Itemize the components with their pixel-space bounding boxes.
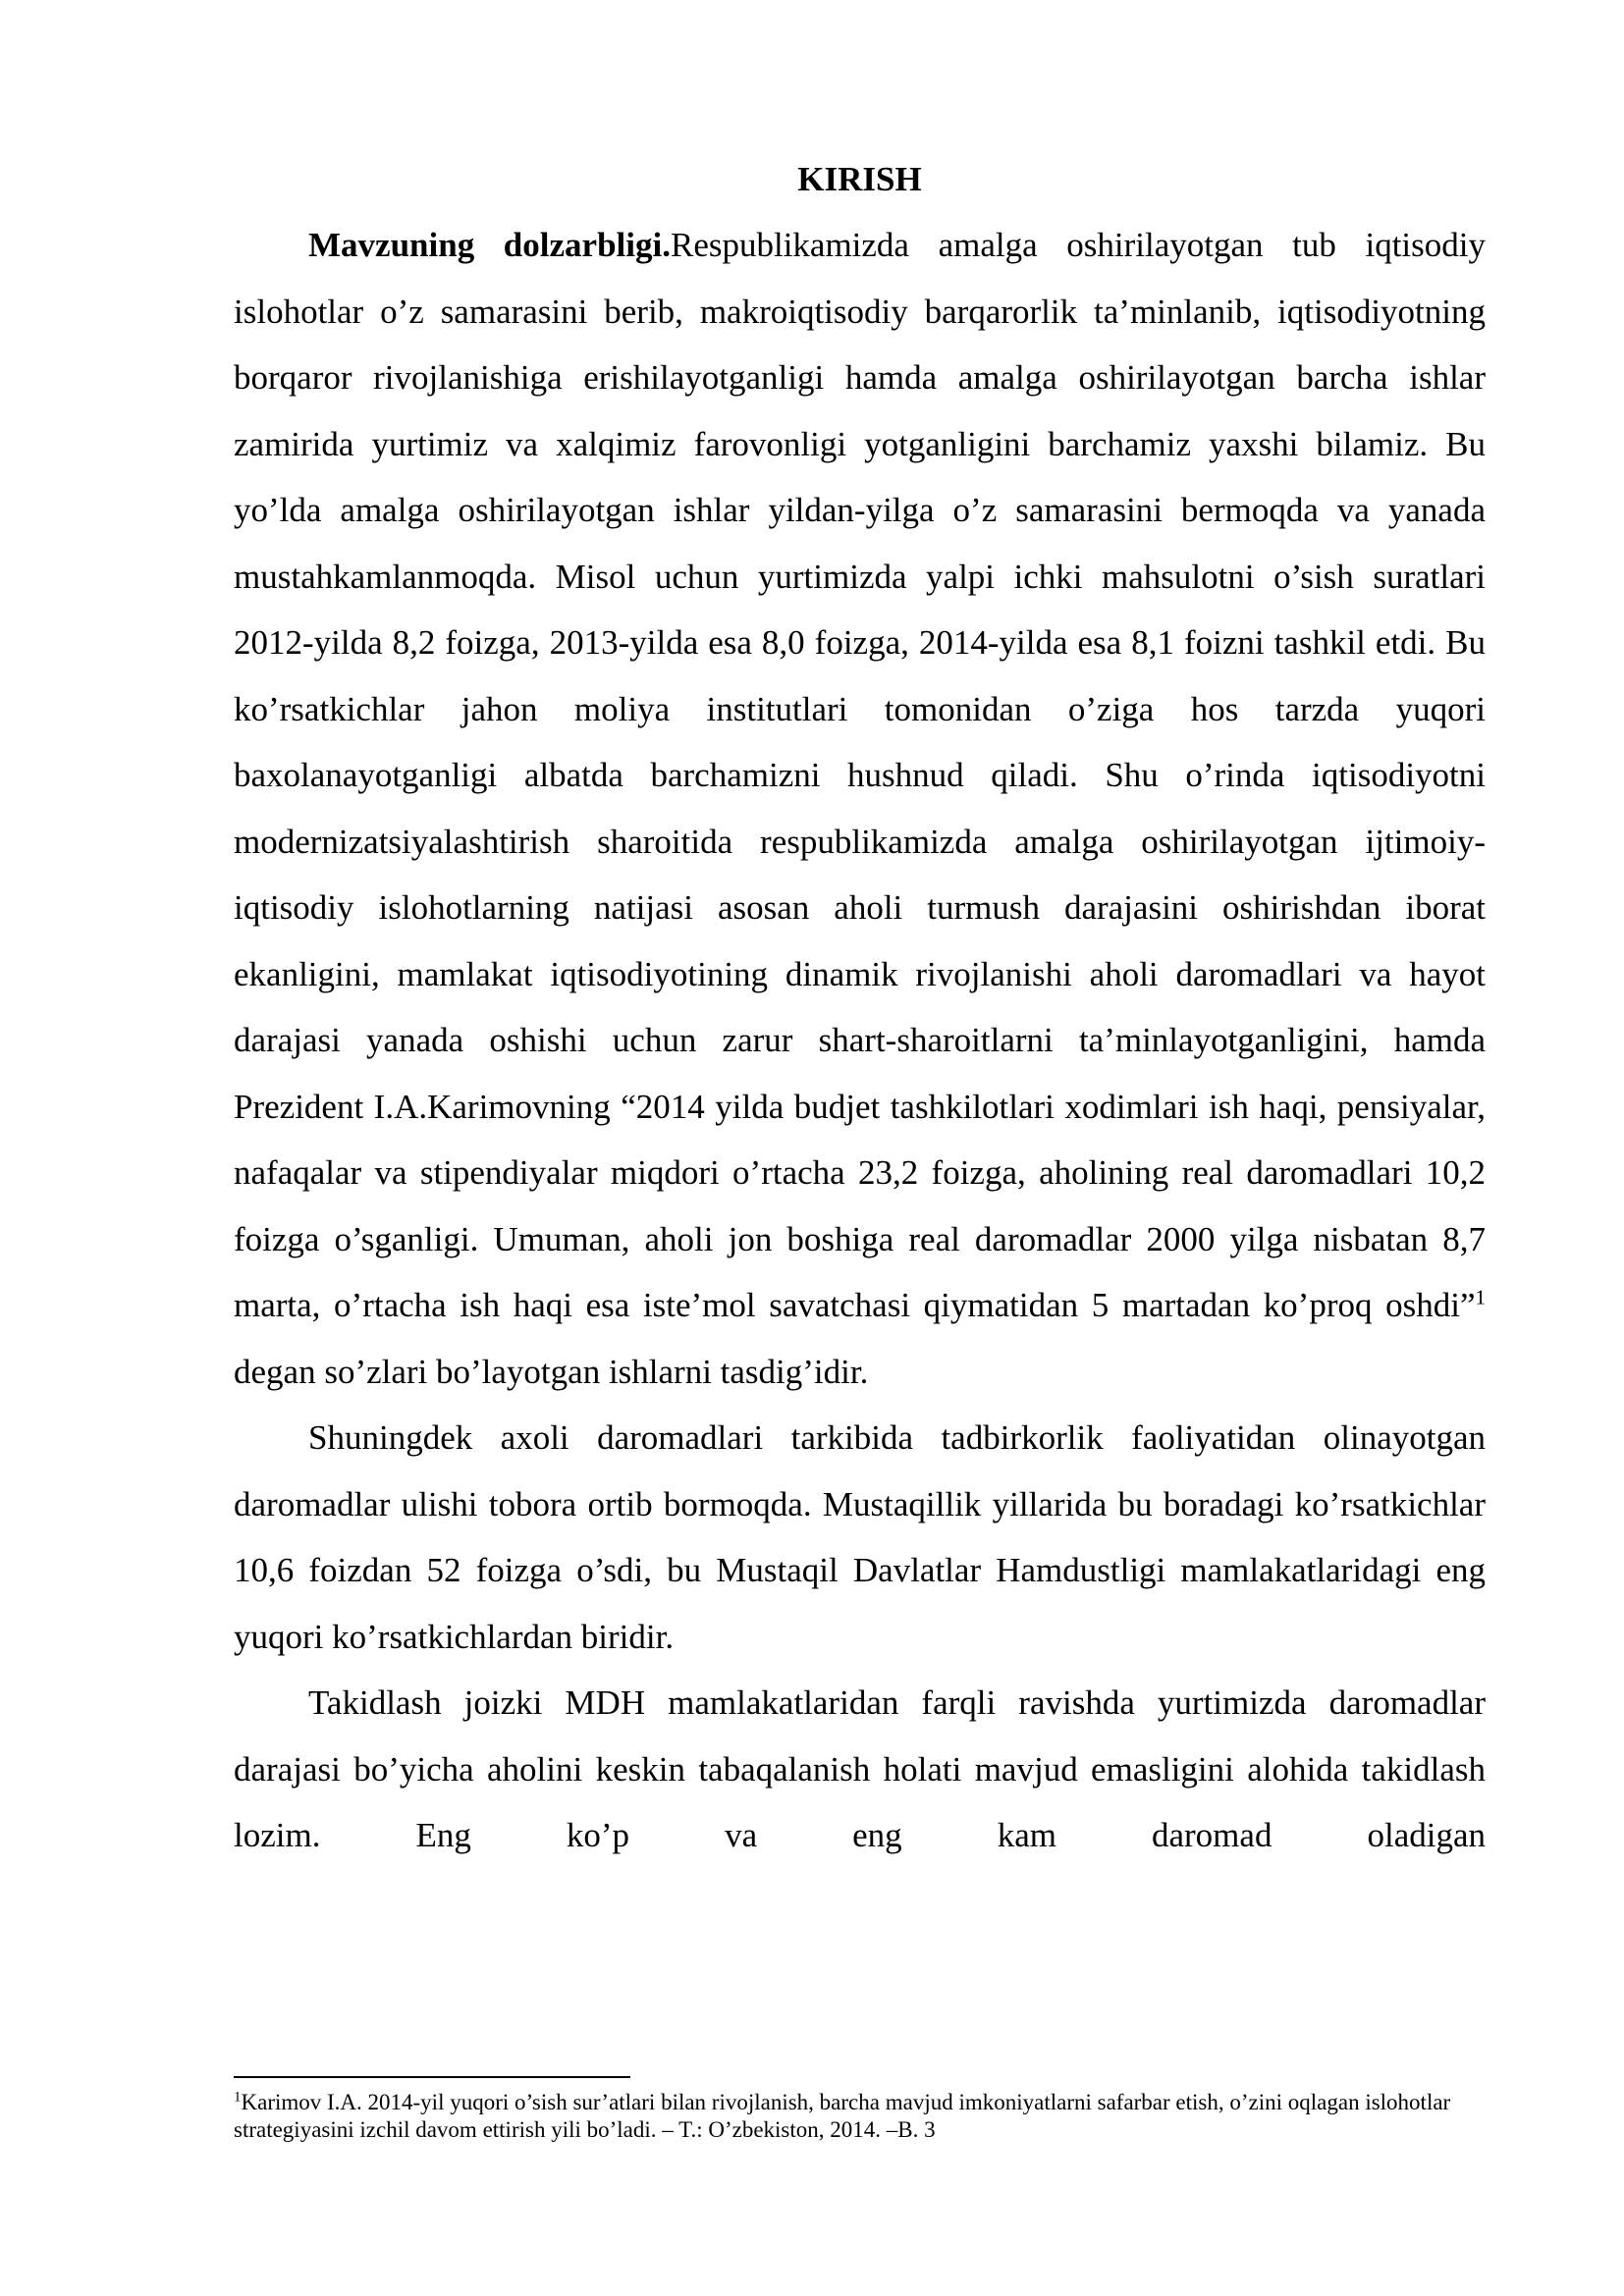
body-text: [234, 212, 1486, 1869]
page-title: KIRISH: [797, 160, 922, 198]
paragraph-relevance: [234, 212, 1486, 1405]
paragraph-text: Respublikamizda amalga oshirilayotgan tub iqtisodiy islohotlar o’z samarasini berib, makroiqtisodiy barqarorlik ta’minlanib, iqtisodiyotning borqaror rivojlanishiga erishilayotganligi hamda amalga oshirilayotgan barcha ishlar zamirida yurtimiz va xalqimiz farovonligi yotganligini barchamiz yaxshi bilamiz. Bu yo’lda amalga oshirilayotgan ishlar yildan-yilga o’z samarasini bermoqda va yanada mustahkamlanmoqda. Misol uchun yurtimizda yalpi ichki mahsulotni o’sish suratlari 2012-yilda 8,2 foizga, 2013-yilda esa 8,0 foizga, 2014-yilda esa 8,1 foizni tashkil etdi. Bu ko’rsatkichlar jahon moliya institutlari tomonidan o’ziga hos tarzda yuqori baxolanayotganligi albatda barchamizni hushnud qiladi. Shu o’rinda iqtisodiyotni modernizatsiyalashtirish sharoitida respublikamizda amalga oshirilayotgan ijtimoiy-iqtisodiy islohotlarning natijasi asosan aholi turmush darajasini oshirishdan iborat ekanligini, mamlakat iqtisodiyotining dinamik rivojlanishi aholi daromadlari va hayot darajasi yanada oshishi uchun zarur shart-sharoitlarni ta’minlayotganligini, hamda Prezident I.A.Karimovning “2014 yilda budjet tashkilotlari xodimlari ish haqi, pensiyalar, nafaqalar va stipendiyalar miqdori o’rtacha 23,2 foizga, aholining real daromadlari 10,2 foizga o’sganligi. Umuman, aholi jon boshiga real daromadlar 2000 yilga nisbatan 8,7 marta, o’rtacha ish haqi esa iste’mol savatchasi qiymatidan 5 martadan ko’proq oshdi”: [234, 226, 1486, 1324]
paragraph-text-continued: degan so’zlari bo’layotgan ishlarni tasdig’idir.: [234, 1352, 869, 1391]
footnote-divider: [234, 2076, 630, 2078]
paragraph-entrepreneurship: Shuningdek axoli daromadlari tarkibida tadbirkorlik faoliyatidan olinayotgan daromadlar ulishi tobora ortib bormoqda. Mustaqillik yillarida bu boradagi ko’rsatkichlar 10,6 foizdan 52 foizga o’sdi, bu Mustaqil Davlatlar Hamdustligi mamlakatlaridagi eng yuqori ko’rsatkichlardan biridir.: [234, 1418, 1486, 1656]
footnote: [234, 2089, 1486, 2144]
paragraph-stratification: Takidlash joizki MDH mamlakatlaridan farqli ravishda yurtimizda daromadlar darajasi bo’yicha aholini keskin tabaqalanish holati mavjud emasligini alohida takidlash lozim. Eng ko’p va eng kam daromad oladigan: [234, 1683, 1486, 1854]
footnote-marker: 1: [234, 2089, 242, 2106]
footnote-reference: 1: [1475, 1285, 1486, 1309]
paragraph-lead: Mavzuning dolzarbligi.: [308, 226, 671, 264]
footnote-text: Karimov I.A. 2014-yil yuqori o’sish sur’atlari bilan rivojlanish, barcha mavjud imkoniyatlarni safarbar etish, o’zini oqlagan islohotlar strategiyasini izchil davom ettirish yili bo’ladi. – T.: O’zbekiston, 2014. –B. 3: [234, 2090, 1451, 2142]
